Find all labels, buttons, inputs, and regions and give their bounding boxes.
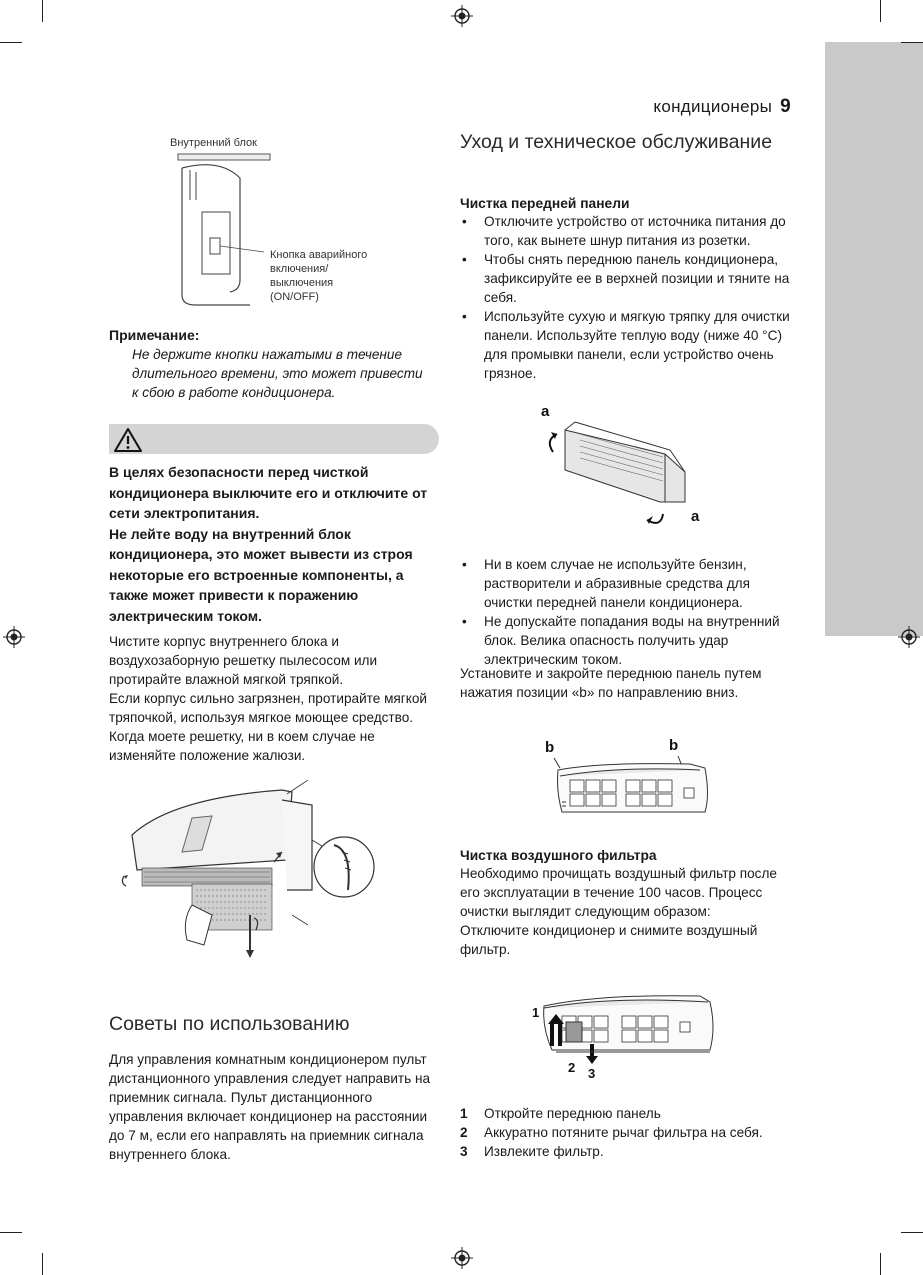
note-text: Не держите кнопки нажатыми в течение длительного времени, это может привести к сбою в работе кондиционера. bbox=[132, 347, 423, 400]
registration-mark-icon bbox=[451, 1247, 473, 1269]
list-item: • Используйте сухую и мягкую тряпку для очистки панели. Используйте теплую воду (ниже 40 °С) для промывки панели, если устройство очень грязное. bbox=[460, 307, 790, 383]
registration-mark-icon bbox=[898, 626, 920, 648]
crop-mark bbox=[880, 0, 881, 22]
warning-bar bbox=[109, 424, 439, 454]
label-button-1: Кнопка аварийного bbox=[270, 249, 368, 261]
care-title: Уход и техническое обслуживание bbox=[460, 131, 773, 153]
list-item: • Чтобы снять переднюю панель кондиционера, зафиксируйте ее в верхней позиции и тяните на себя. bbox=[460, 250, 790, 307]
label-button-3: выключения bbox=[270, 277, 334, 289]
crop-mark bbox=[0, 1232, 22, 1233]
list-item bbox=[460, 1123, 800, 1142]
page-number: 9 bbox=[780, 96, 791, 117]
tips-title: Советы по использованию bbox=[109, 1013, 350, 1035]
warning-paragraph-1: В целях безопасности перед чисткой кондиционера выключите его и отключите от сети электропитания. bbox=[109, 464, 428, 521]
label-b-left: b bbox=[545, 739, 555, 756]
list-item bbox=[460, 1104, 800, 1123]
label-button-4: (ON/OFF) bbox=[270, 291, 319, 303]
front-panel-bullets-2 bbox=[460, 555, 790, 669]
step-text: Аккуратно потяните рычаг фильтра на себя. bbox=[484, 1125, 763, 1140]
list-item: • Не допускайте попадания воды на внутренний блок. Велика опасность получить удар электрическим током. bbox=[460, 612, 790, 669]
page-header bbox=[653, 96, 791, 118]
crop-mark bbox=[880, 1253, 881, 1275]
crop-mark bbox=[901, 1232, 923, 1233]
note-title: Примечание: bbox=[109, 327, 200, 343]
warning-paragraph-2: Не лейте воду на внутренний блок кондиционера, это может вывести из строя некоторые его встроенные компоненты, а также может привести к поражению электрическим током. bbox=[109, 525, 413, 624]
step-number: 2 bbox=[460, 1125, 468, 1140]
front-panel-subtitle: Чистка передней панели bbox=[460, 196, 630, 211]
cleaning-paragraph-2: Если корпус сильно загрязнен, протирайте мягкой тряпочкой, используя мягкое моющее средство. Когда моете решетку, ни в коем случае не изменяйте положение жалюзи. bbox=[109, 691, 427, 763]
registration-mark-icon bbox=[451, 5, 473, 27]
grille-cleaning-illustration bbox=[112, 780, 382, 965]
crop-mark bbox=[42, 0, 43, 22]
filter-paragraph-2: Отключите кондиционер и снимите воздушный фильтр. bbox=[460, 923, 758, 957]
list-item: • Отключите устройство от источника питания до того, как вынете шнур питания из розетки. bbox=[460, 212, 790, 250]
cleaning-paragraph-1: Чистите корпус внутреннего блока и воздухозаборную решетку пылесосом или протирайте влажной мягкой тряпкой. bbox=[109, 634, 378, 687]
label-indoor-unit: Внутренний блок bbox=[170, 137, 257, 149]
filter-text bbox=[460, 864, 790, 959]
cleaning-text bbox=[109, 632, 434, 765]
warning-triangle-icon bbox=[113, 427, 143, 453]
filter-steps bbox=[460, 1104, 800, 1161]
filter-removal-illustration bbox=[530, 988, 720, 1080]
step-text: Извлеките фильтр. bbox=[484, 1144, 604, 1159]
label-1: 1 bbox=[532, 1005, 540, 1020]
filter-subtitle: Чистка воздушного фильтра bbox=[460, 848, 657, 863]
step-text: Откройте переднюю панель bbox=[484, 1106, 661, 1121]
step-number: 1 bbox=[460, 1106, 468, 1121]
crop-mark bbox=[0, 42, 22, 43]
list-item bbox=[460, 1142, 800, 1161]
crop-mark bbox=[42, 1253, 43, 1275]
registration-mark-icon bbox=[3, 626, 25, 648]
front-panel-bullets-1 bbox=[460, 212, 790, 383]
filter-paragraph-1: Необходимо прочищать воздушный фильтр после его эксплуатации в течение 100 часов. Процесс очистки выглядит следующим образом: bbox=[460, 866, 777, 919]
tips-text: Для управления комнатным кондиционером пульт дистанционного управления следует направить на приемник сигнала. Пульт дистанционного управления включает кондиционер на расстоянии до 7 м, если его направлять на приемник сигнала внутреннего блока. bbox=[109, 1052, 431, 1162]
label-2: 2 bbox=[568, 1060, 576, 1075]
side-tab bbox=[825, 42, 923, 636]
label-button-2: включения/ bbox=[270, 263, 329, 275]
panel-install-illustration bbox=[540, 736, 715, 821]
step-number: 3 bbox=[460, 1144, 468, 1159]
install-panel-text: Установите и закройте переднюю панель путем нажатия позиции «b» по направлению вниз. bbox=[460, 666, 762, 700]
label-a-top: a bbox=[541, 403, 550, 420]
warning-text bbox=[109, 462, 434, 626]
crop-mark bbox=[901, 42, 923, 43]
indoor-unit-diagram bbox=[160, 130, 400, 310]
list-item: • Ни в коем случае не используйте бензин, растворители и абразивные средства для очистки передней панели кондиционера. bbox=[460, 555, 790, 612]
label-3: 3 bbox=[588, 1066, 596, 1080]
label-a-bottom: a bbox=[691, 508, 700, 525]
front-panel-illustration bbox=[535, 402, 715, 532]
label-b-right: b bbox=[669, 737, 679, 754]
section-title: кондиционеры bbox=[653, 97, 773, 116]
